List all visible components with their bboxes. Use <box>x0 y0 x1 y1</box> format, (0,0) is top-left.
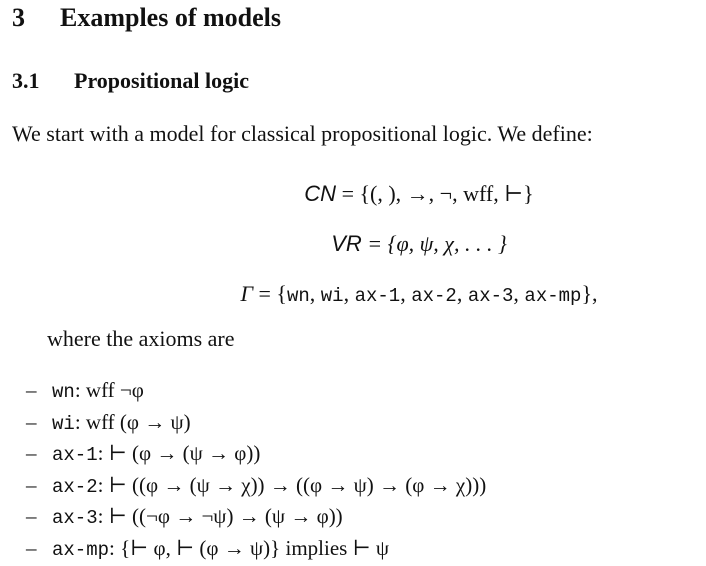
gamma-item: ax-1 <box>354 285 401 307</box>
gamma-item: ax-3 <box>467 285 514 307</box>
list-item <box>26 471 486 503</box>
equation-cn-rhs: = {(, ), →, ¬, wff, ⊢} <box>336 181 534 206</box>
section-number: 3 <box>12 3 25 32</box>
gamma-sep: , <box>456 281 468 306</box>
axiom-name: ax-2 <box>52 475 98 498</box>
axiom-body: : ⊢ ((¬φ → ¬ψ) → (ψ → φ)) <box>97 504 343 529</box>
gamma-sep: , <box>400 281 412 306</box>
gamma-item: wi <box>320 285 344 307</box>
section-heading <box>12 3 281 33</box>
axiom-name: wi <box>52 412 75 435</box>
list-item <box>26 502 486 534</box>
subsection-number: 3.1 <box>12 68 40 93</box>
list-marker: – <box>26 441 37 466</box>
axiom-name: wn <box>52 381 75 403</box>
subsection-heading <box>12 68 249 94</box>
axiom-name: ax-3 <box>52 507 98 530</box>
equation-cn-lhs: CN <box>304 181 337 206</box>
list-marker: – <box>26 504 37 529</box>
gamma-item: ax-2 <box>411 285 457 307</box>
equation-gamma-eq: = { <box>253 281 287 306</box>
gamma-sep: , <box>309 281 321 306</box>
axiom-name: ax-mp <box>52 538 110 561</box>
equation-cn <box>66 181 706 207</box>
equation-vr-lhs: VR <box>331 231 362 256</box>
axiom-name: ax-1 <box>52 444 98 467</box>
list-marker: – <box>26 409 37 434</box>
subsection-title: Propositional logic <box>74 68 249 93</box>
list-item <box>26 439 486 471</box>
equation-gamma-lhs: Γ <box>240 281 253 306</box>
gamma-item: ax-mp <box>524 285 582 307</box>
list-item <box>26 376 486 408</box>
gamma-sep: , <box>343 281 355 306</box>
gamma-sep: , <box>513 281 525 306</box>
axiom-body: : wff (φ → ψ) <box>74 409 191 434</box>
axiom-body: : wff ¬φ <box>74 378 144 402</box>
gamma-item: wn <box>286 285 310 307</box>
section-title: Examples of models <box>60 3 281 32</box>
list-marker: – <box>26 378 37 402</box>
list-item <box>26 534 486 566</box>
list-item <box>26 408 486 440</box>
where-text: where the axioms are <box>47 326 235 351</box>
axiom-body: : ⊢ (φ → (ψ → φ)) <box>97 441 261 466</box>
axiom-list <box>26 376 486 566</box>
axiom-body: : ⊢ ((φ → (ψ → χ)) → ((φ → ψ) → (φ → χ))) <box>97 472 487 497</box>
intro-paragraph: We start with a model for classical propositional logic. We define: <box>12 121 593 146</box>
list-marker: – <box>26 472 37 497</box>
equation-vr <box>66 231 706 257</box>
equation-vr-rhs: = {φ, ψ, χ, . . . } <box>361 231 507 256</box>
equation-gamma-tail: }, <box>581 281 598 306</box>
axiom-body: : {⊢ φ, ⊢ (φ → ψ)} implies ⊢ ψ <box>109 535 390 560</box>
equation-gamma <box>66 281 706 307</box>
list-marker: – <box>26 535 37 560</box>
